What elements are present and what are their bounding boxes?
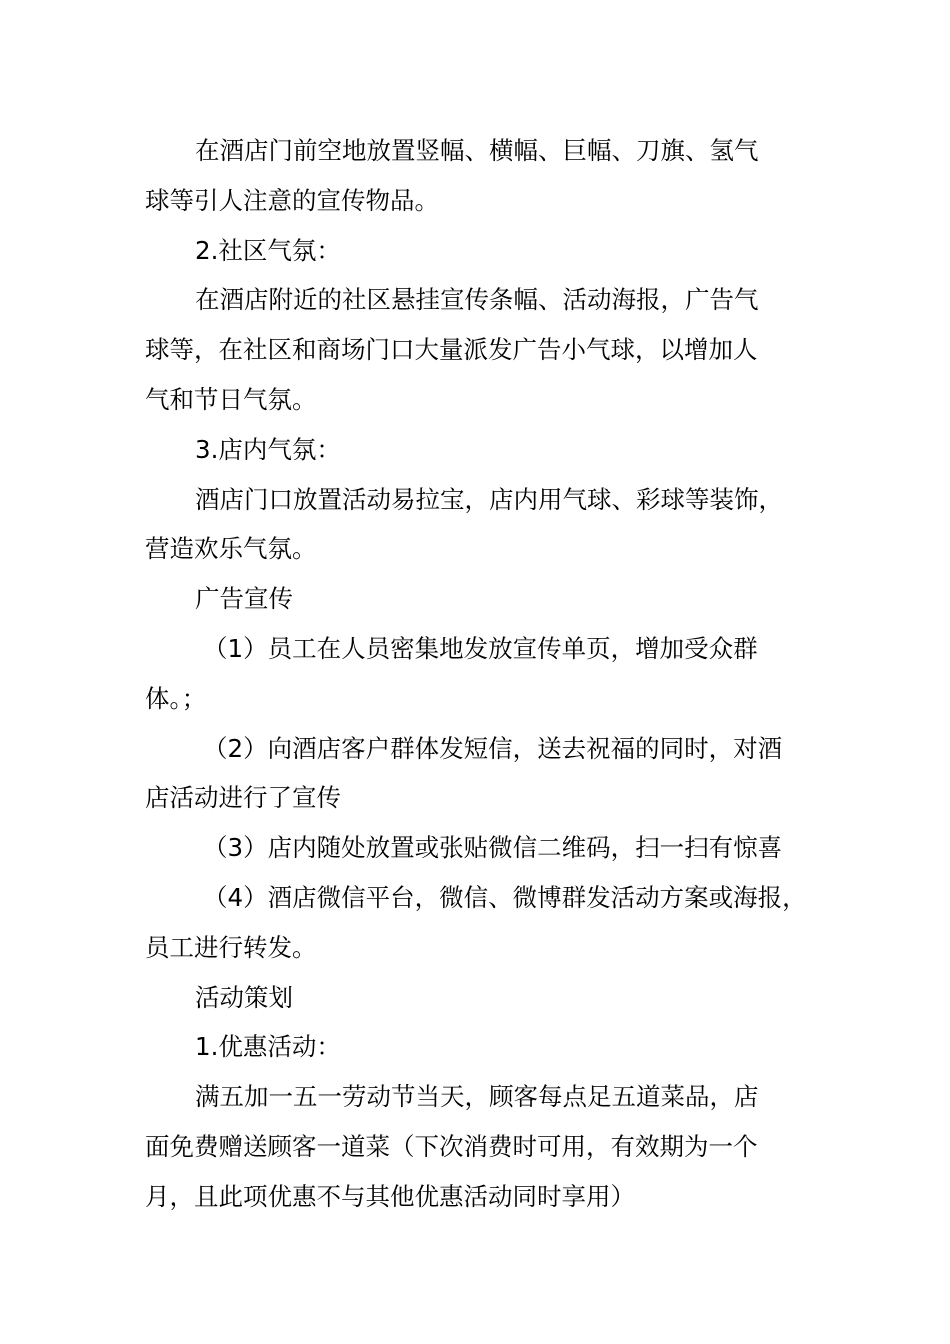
section-heading: 3.店内气氛： [195,434,341,464]
list-item: （2）向酒店客户群体发短信，送去祝福的同时，对酒 [203,733,783,763]
paragraph-line: 店活动进行了宣传 [145,783,341,813]
paragraph-line: 满五加一五一劳动节当天，顾客每点足五道菜品，店 [195,1082,759,1112]
paragraph-line: 体。； [145,683,207,713]
list-item: （1）员工在人员密集地发放宣传单页，增加受众群 [203,633,758,663]
paragraph-line: 营造欢乐气氛。 [145,534,317,564]
paragraph-line: 月，且此项优惠不与其他优惠活动同时享用） [145,1181,635,1211]
list-item: （4）酒店微信平台，微信、微博群发活动方案或海报， [203,882,807,912]
paragraph-line: 在酒店门前空地放置竖幅、横幅、巨幅、刀旗、氢气 [195,136,759,165]
section-heading: 广告宣传 [195,584,293,614]
section-heading: 2.社区气氛： [195,235,341,265]
document-body [145,126,835,1222]
paragraph-line: 员工进行转发。 [145,932,317,962]
paragraph-line: 酒店门口放置活动易拉宝，店内用气球、彩球等装饰， [195,484,783,514]
paragraph-line: 球等，在社区和商场门口大量派发广告小气球，以增加人 [145,335,758,365]
list-item: （3）店内随处放置或张贴微信二维码，扫一扫有惊喜 [203,833,783,863]
paragraph-line: 球等引人注意的宣传物品。 [145,185,439,215]
section-heading: 1.优惠活动： [195,1032,341,1062]
section-heading: 活动策划 [195,982,293,1012]
paragraph-line: 面免费赠送顾客一道菜（下次消费时可用，有效期为一个 [145,1131,758,1161]
paragraph-line: 气和节日气氛。 [145,384,317,414]
paragraph-line: 在酒店附近的社区悬挂宣传条幅、活动海报，广告气 [195,285,759,315]
